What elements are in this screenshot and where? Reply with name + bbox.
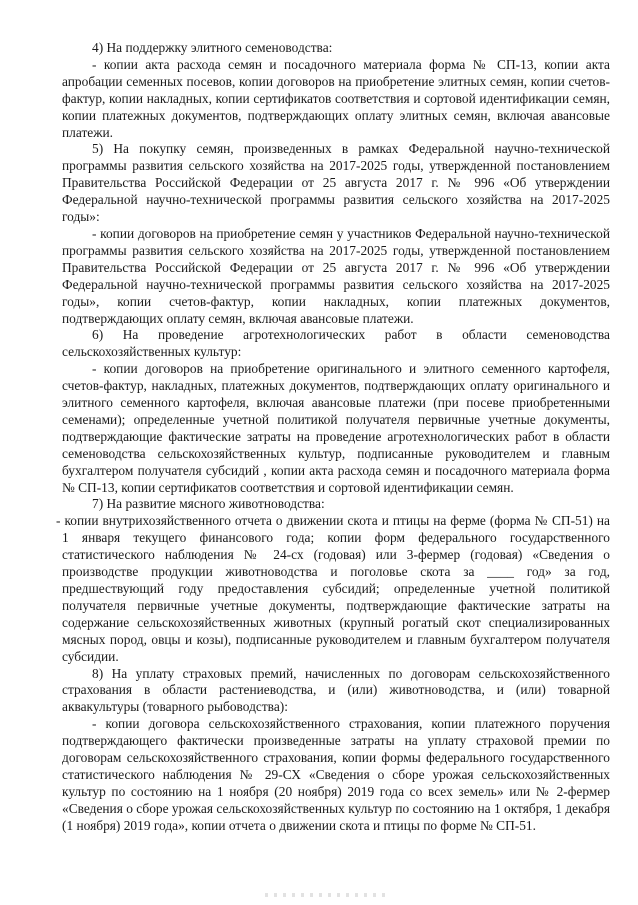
section-5-heading: 5) На покупку семян, произведенных в рамках Федеральной научно-технической программы развития сельского хозяйства на 2017-2025 годы, утвержденной постановлением Правительства Российской Федерации от 25 августа 2017 г. № 996 «Об утверждении Федеральной научно-технической программы развития сельского хозяйства на 2017-2025 годы»: xyxy=(62,141,610,225)
section-6-body: - копии договоров на приобретение оригинального и элитного семенного картофеля, счетов-фактур, накладных, платежных документов, подтверждающих оплату оригинального и элитного семенного картофеля, включая авансовые платежи (при посеве приобретенными семенами); определенные учетной политикой получателя первичные учетные документы, подтверждающие фактические затраты на проведение агротехнологических работ в области семеноводства сельскохозяйственных культур, подписанные руководителем и главным бухгалтером получателя субсидий , копии акта расхода семян и посадочного материала форма № СП-13, копии сертификатов соответствия и сортовой идентификации семян. xyxy=(62,361,610,495)
scan-artifact xyxy=(265,893,385,897)
section-6-heading: 6) На проведение агротехнологических работ в области семеноводства сельскохозяйственных культур: xyxy=(62,327,610,360)
section-8-body: - копии договора сельскохозяйственного страхования, копии платежного поручения подтверждающего фактически произведенные затраты на уплату страховой премии по договорам сельскохозяйственного страхования, копии формы федерального государственного статистического наблюдения № 29-СХ «Сведения о сборе урожая сельскохозяйственных культур по состоянию на 1 ноября (20 ноября) 2019 года со всех земель» или № 2-фермер «Сведения о сборе урожая сельскохозяйственных культур по состоянию на 1 октября, 1 декабря (1 ноября) 2019 года», копии отчета о движении скота и птицы по форме № СП-51. xyxy=(62,716,610,833)
section-7-heading: 7) На развитие мясного животноводства: xyxy=(92,496,325,512)
section-4-body: - копии акта расхода семян и посадочного материала форма № СП-13, копии акта апробации семенных посевов, копии договоров на приобретение элитных семян, копии счетов-фактур, копии накладных, копии сертификатов соответствия и сортовой идентификации семян, копии платежных документов, подтверждающих оплату элитных семян, включая авансовые платежи. xyxy=(62,56,610,140)
section-7-body: - копии внутрихозяйственного отчета о движении скота и птицы на ферме (форма № СП-51) на 1 января текущего финансового года; копии форм федерального государственного статистического наблюдения № 24-сх (годовая) или 3-фермер (годовая) «Сведения о производстве продукции животноводства и поголовье скота за ____ год» за год, предшествующий году предоставления субсидий; определенные учетной политикой получателя первичные учетные документы, подтверждающие фактические затраты на содержание сельскохозяйственных животных (крупный рогатый скот специализированных мясных пород, овцы и козы), подписанные руководителем и главным бухгалтером получателя субсидии. xyxy=(56,513,610,664)
section-5-body: - копии договоров на приобретение семян у участников Федеральной научно-технической программы развития сельского хозяйства на 2017-2025 годы, утвержденной постановлением Правительства Российской Федерации от 25 августа 2017 г. № 996 «Об утверждении Федеральной научно-технической программы развития сельского хозяйства на 2017-2025 годы», копии счетов-фактур, копии накладных, копии платежных документов, подтверждающих оплату семян, включая авансовые платежи. xyxy=(62,225,610,326)
section-8-heading: 8) На уплату страховых премий, начисленных по договорам сельскохозяйственного страхования в области растениеводства, и (или) животноводства, и (или) товарной аквакультуры (товарного рыбоводства): xyxy=(62,665,610,715)
document-page xyxy=(56,40,610,835)
section-4-heading: 4) На поддержку элитного семеноводства: xyxy=(92,40,333,55)
